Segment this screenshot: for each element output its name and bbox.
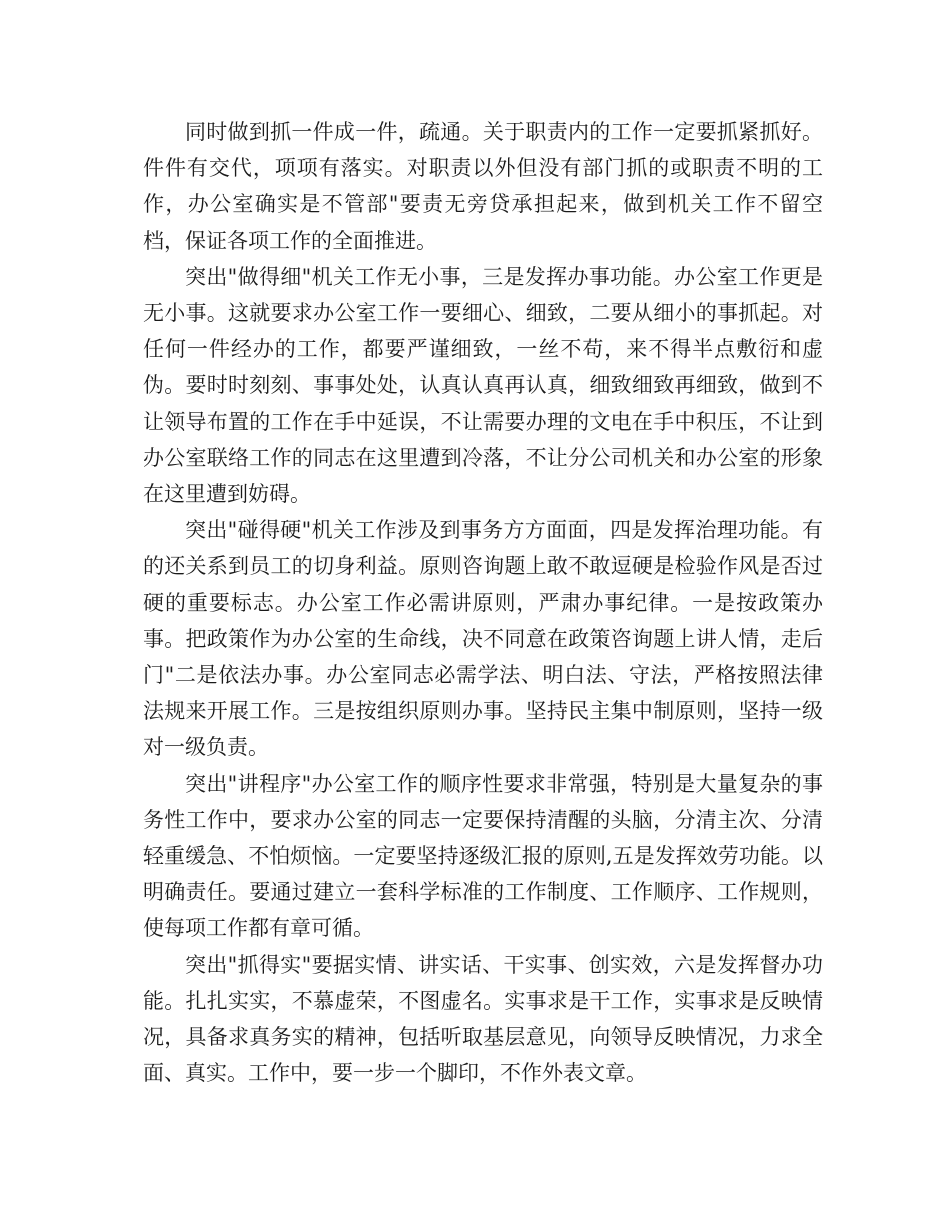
paragraph-1: 同时做到抓一件成一件，疏通。关于职责内的工作一定要抓紧抓好。件件有交代，项项有落实。对职责以外但没有部门抓的或职责不明的工作，办公室确实是不管部"要责无旁贷承担起来，做到机关工作不留空档，保证各项工作的全面推进。: [143, 120, 823, 253]
paragraph-3: 突出"碰得硬"机关工作涉及到事务方方面面，四是发挥治理功能。有的还关系到员工的切身利益。原则咨询题上敢不敢逗硬是检验作风是否过硬的重要标志。办公室工作必需讲原则，严肃办事纪律。一是按政策办事。把政策作为办公室的生命线，决不同意在政策咨询题上讲人情，走后门"二是依法办事。办公室同志必需学法、明白法、守法，严格按照法律法规来开展工作。三是按组织原则办事。坚持民主集中制原则，坚持一级对一级负责。: [143, 518, 823, 760]
paragraph-4: 突出"讲程序"办公室工作的顺序性要求非常强，特别是大量复杂的事务性工作中，要求办公室的同志一定要保持清醒的头脑，分清主次、分清轻重缓急、不怕烦恼。一定要坚持逐级汇报的原则,五是发挥效劳功能。以明确责任。要通过建立一套科学标准的工作制度、工作顺序、工作规则，使每项工作都有章可循。: [143, 771, 823, 941]
document-body: [143, 114, 823, 1091]
paragraph-2: 突出"做得细"机关工作无小事，三是发挥办事功能。办公室工作更是无小事。这就要求办公室工作一要细心、细致，二要从细小的事抓起。对任何一件经办的工作，都要严谨细致，一丝不苟，来不得半点敷衍和虚伪。要时时刻刻、事事处处，认真认真再认真，细致细致再细致，做到不让领导布置的工作在手中延误，不让需要办理的文电在手中积压，不让到办公室联络工作的同志在这里遭到冷落，不让分公司机关和办公室的形象在这里遭到妨碍。: [143, 264, 823, 507]
paragraph-5: 突出"抓得实"要据实情、讲实话、干实事、创实效，六是发挥督办功能。扎扎实实，不慕虚荣，不图虚名。实事求是干工作，实事求是反映情况，具备求真务实的精神，包括听取基层意见，向领导反映情况，力求全面、真实。工作中，要一步一个脚印，不作外表文章。: [143, 952, 823, 1086]
